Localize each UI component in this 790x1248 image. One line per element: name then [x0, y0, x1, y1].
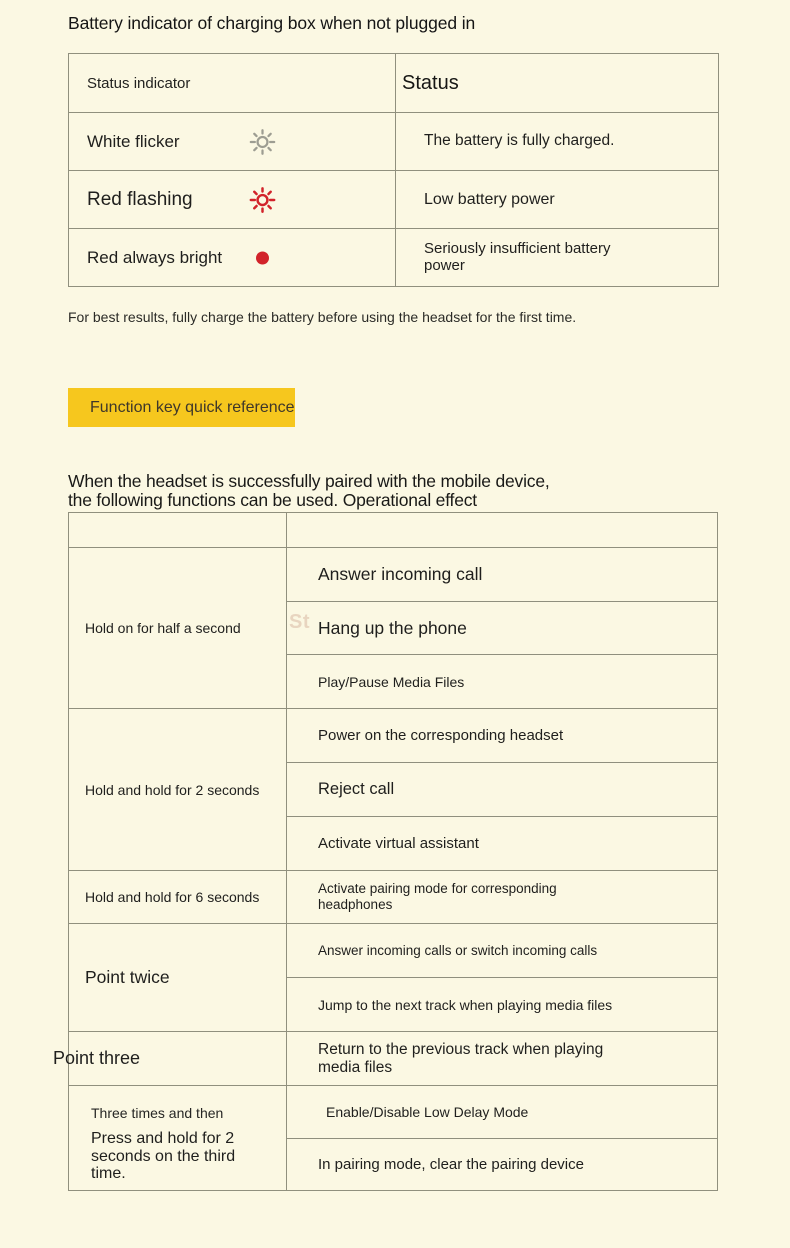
effect-text: Activate pairing mode for corresponding headphones	[318, 881, 557, 912]
effect-text: Return to the previous track when playing media files	[318, 1041, 604, 1076]
effect-text: Answer incoming calls or switch incoming calls	[318, 942, 598, 958]
column-header-status-indicator: Status indicator	[87, 74, 191, 92]
page-title: Battery indicator of charging box when not plugged in	[68, 13, 476, 33]
section-heading: Function key quick reference	[90, 398, 295, 416]
table-row	[69, 708, 717, 870]
section-heading-highlight	[68, 388, 295, 427]
gesture-label: Hold and hold for 6 seconds	[85, 889, 260, 905]
gesture-label: Hold on for half a second	[85, 620, 241, 636]
battery-indicator-table	[68, 53, 719, 287]
effect-text: Reject call	[318, 780, 395, 798]
usage-note: For best results, fully charge the battery before using the headset for the first time.	[68, 309, 577, 325]
table-header-row	[69, 54, 718, 112]
gesture-label: Point twice	[85, 967, 170, 987]
sun-flicker-gray-icon	[249, 128, 276, 155]
effect-text: Jump to the next track when playing media files	[318, 996, 613, 1013]
column-header-status: Status	[402, 71, 459, 94]
status-text: The battery is fully charged.	[424, 132, 615, 150]
table-header-row-empty	[69, 513, 717, 547]
table-row	[69, 228, 718, 286]
effect-text: In pairing mode, clear the pairing device	[318, 1155, 584, 1173]
table-row	[69, 870, 717, 923]
intro-line: the following functions can be used. Operational effect	[68, 489, 477, 510]
indicator-label: Red always bright	[87, 247, 223, 267]
effect-text: Answer incoming call	[318, 563, 483, 584]
red-dot-icon	[256, 251, 269, 264]
effect-text: Hang up the phone	[318, 617, 467, 638]
effect-text: Play/Pause Media Files	[318, 673, 465, 690]
table-row	[53, 1031, 717, 1085]
indicator-label: White flicker	[87, 131, 180, 151]
intro-line: When the headset is successfully paired with the mobile device,	[68, 471, 550, 491]
table-row	[69, 547, 717, 708]
table-row	[69, 112, 718, 170]
intro-paragraph	[68, 472, 550, 509]
gesture-label: Three times and then	[91, 1105, 224, 1121]
table-row	[69, 170, 718, 228]
function-key-table	[53, 512, 718, 1191]
gesture-label: Hold and hold for 2 seconds	[85, 781, 260, 798]
status-text: Seriously insufficient battery power	[424, 240, 611, 274]
effect-text: Activate virtual assistant	[318, 835, 479, 852]
effect-text: Enable/Disable Low Delay Mode	[326, 1103, 529, 1120]
indicator-label: Red flashing	[87, 188, 193, 210]
sun-flashing-red-icon	[249, 186, 276, 213]
watermark-text: St	[289, 611, 310, 633]
status-text: Low battery power	[424, 190, 555, 208]
table-row	[69, 923, 717, 1031]
gesture-label: Point three	[53, 1048, 141, 1068]
table-row	[69, 1085, 717, 1190]
effect-text: Power on the corresponding headset	[318, 727, 564, 744]
gesture-detail: Press and hold for 2 seconds on the third time.	[91, 1130, 236, 1182]
